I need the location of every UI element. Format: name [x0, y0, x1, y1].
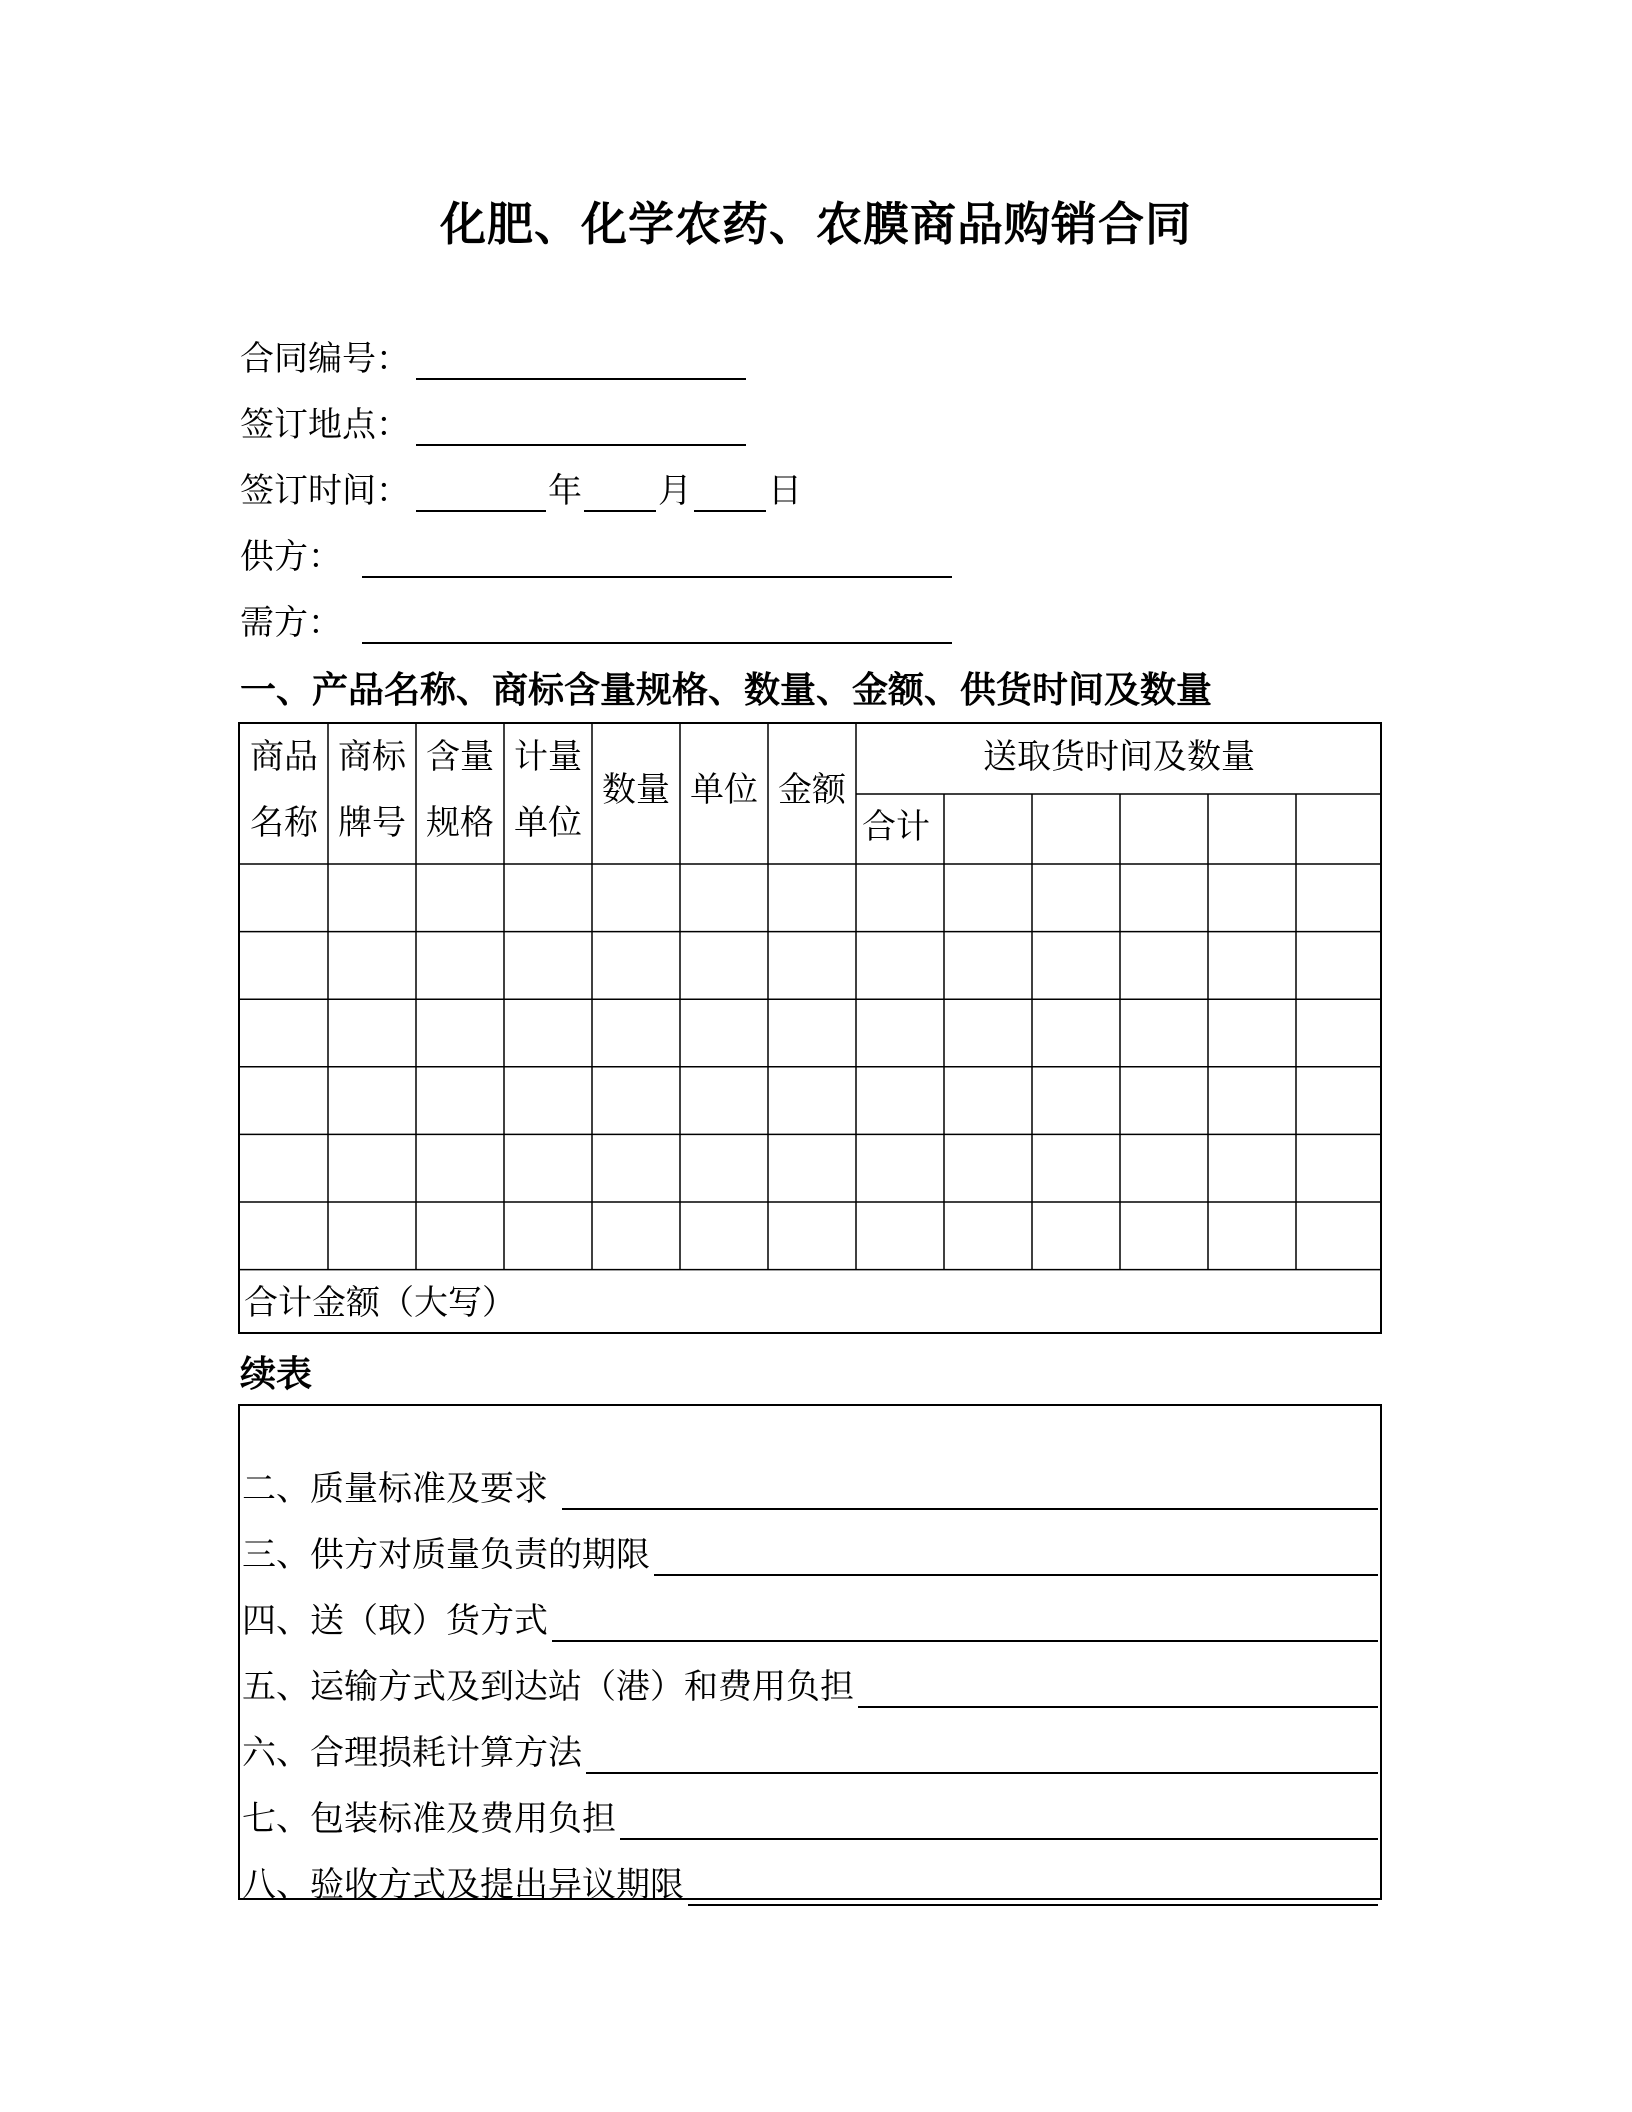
day-blank — [694, 458, 766, 512]
term-delivery-method-blank — [552, 1588, 1378, 1642]
sign-place-row — [240, 388, 746, 446]
continued-label: 续表 — [240, 1354, 313, 1395]
contract-number-label: 合同编号： — [240, 339, 410, 379]
contract-number-row — [240, 322, 746, 380]
sign-time-label: 签订时间： — [240, 471, 410, 511]
header-quantity: 数量 — [602, 770, 670, 810]
header-delivery: 送取货时间及数量 — [983, 737, 1255, 777]
header-delivery-total: 合计 — [862, 807, 930, 847]
term-transport-blank — [858, 1654, 1378, 1708]
buyer-blank — [362, 590, 952, 644]
header-product-name: 商品 名称 — [250, 737, 318, 843]
year-blank — [416, 458, 546, 512]
sign-place-blank — [416, 392, 746, 446]
header-measure-unit: 计量 单位 — [514, 737, 582, 843]
term-delivery-method-label: 四、送（取）货方式 — [242, 1601, 548, 1641]
supplier-row — [240, 520, 952, 578]
term-transport-label: 五、运输方式及到达站（港）和费用负担 — [242, 1667, 854, 1707]
month-blank — [584, 458, 656, 512]
term-inspection — [242, 1846, 1378, 1906]
term-inspection-label: 八、验收方式及提出异议期限 — [242, 1865, 684, 1905]
product-table — [238, 722, 1382, 1334]
term-loss-label: 六、合理损耗计算方法 — [242, 1733, 582, 1773]
term-quality — [242, 1450, 1378, 1510]
term-loss-blank — [586, 1720, 1378, 1774]
supplier-label: 供方： — [240, 537, 342, 577]
buyer-row — [240, 586, 952, 644]
term-packaging-blank — [620, 1786, 1378, 1840]
term-transport — [242, 1648, 1378, 1708]
header-unit: 单位 — [690, 770, 758, 810]
document-title: 化肥、化学农药、农膜商品购销合同 — [440, 197, 1192, 251]
term-loss — [242, 1714, 1378, 1774]
term-packaging-label: 七、包装标准及费用负担 — [242, 1799, 616, 1839]
month-label: 月 — [658, 471, 692, 511]
term-quality-period-label: 三、供方对质量负责的期限 — [242, 1535, 650, 1575]
term-packaging — [242, 1780, 1378, 1840]
day-label: 日 — [768, 471, 802, 511]
term-quality-label: 二、质量标准及要求 — [242, 1469, 548, 1509]
sign-time-row — [240, 454, 804, 512]
year-label: 年 — [548, 471, 582, 511]
header-amount: 金额 — [778, 770, 846, 810]
header-spec: 含量 规格 — [426, 737, 494, 843]
term-quality-period-blank — [654, 1522, 1378, 1576]
term-delivery-method — [242, 1582, 1378, 1642]
terms-box — [238, 1404, 1382, 1905]
buyer-label: 需方： — [240, 603, 342, 643]
section-one-heading: 一、产品名称、商标含量规格、数量、金额、供货时间及数量 — [240, 670, 1213, 711]
table-grid-lines — [240, 724, 1380, 1332]
total-amount-label: 合计金额（大写） — [244, 1283, 516, 1323]
sign-place-label: 签订地点： — [240, 405, 410, 445]
header-brand: 商标 牌号 — [338, 737, 406, 843]
term-inspection-blank — [688, 1852, 1378, 1906]
supplier-blank — [362, 524, 952, 578]
term-quality-period — [242, 1516, 1378, 1576]
contract-number-blank — [416, 326, 746, 380]
term-quality-blank — [562, 1456, 1378, 1510]
